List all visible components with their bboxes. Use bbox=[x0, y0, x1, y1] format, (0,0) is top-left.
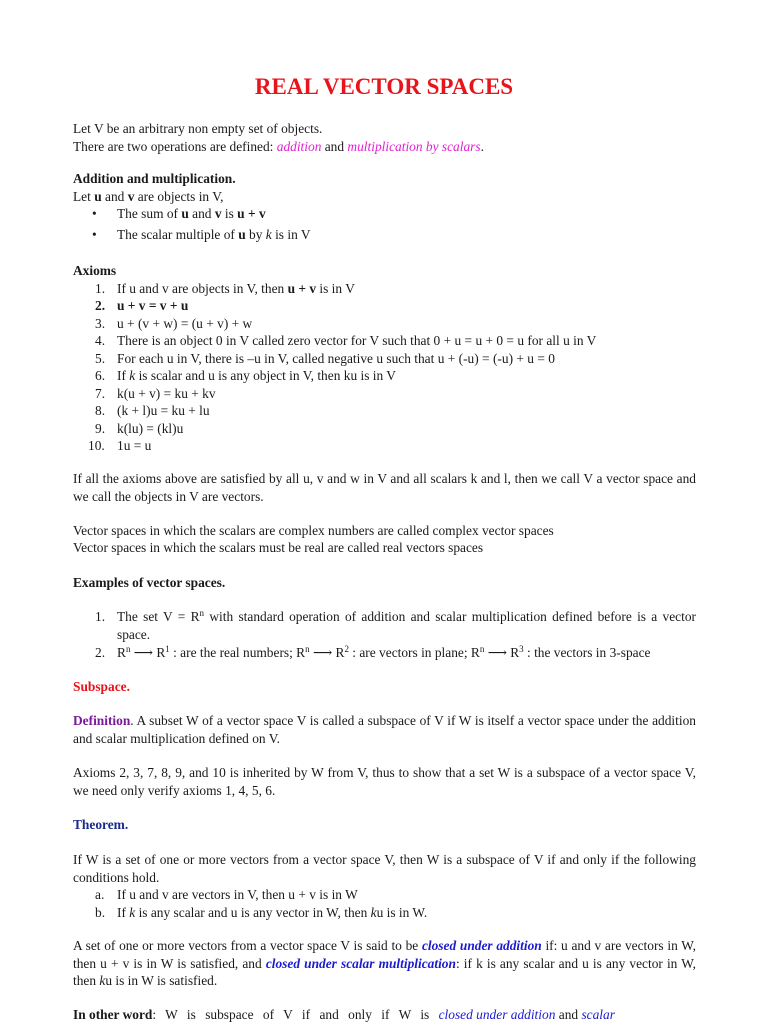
operations-list bbox=[73, 205, 696, 243]
a6-k: k bbox=[129, 368, 136, 383]
a10-text: 1u = u bbox=[117, 438, 152, 453]
subspace-heading: Subspace. bbox=[73, 679, 130, 694]
summary-paragraph: If all the axioms above are satisfied by all u, v and w in V and all scalars k and l, then we call V a vector space and we call the objects in V are vectors. bbox=[73, 471, 696, 504]
multiplication-term: multiplication by scalars bbox=[347, 138, 481, 154]
e2-sup: 3 bbox=[519, 644, 524, 654]
a6-pre: If bbox=[117, 368, 130, 383]
axiom-item: 7. k(u + v) = ku + kv bbox=[95, 385, 216, 401]
definition-text: . A subset W of a vector space V is called a subspace of V if W is itself a vector space under the addition and scalar multiplication defined on V. bbox=[73, 713, 696, 746]
e1-sup: n bbox=[199, 608, 205, 618]
b2-k: k bbox=[265, 226, 272, 242]
page-title: REAL VECTOR SPACES bbox=[254, 74, 514, 99]
axiom-item: 9. k(lu) = (kl)u bbox=[95, 420, 184, 436]
condition-label: a. bbox=[95, 887, 105, 902]
e2-sup: n bbox=[305, 644, 310, 654]
b-post: u is in W. bbox=[376, 904, 428, 920]
condition-item bbox=[73, 886, 696, 904]
inherited-axioms-paragraph: Axioms 2, 3, 7, 8, 9, and 10 is inherited by W from V, thus to show that a set W is a subspace of a vector space V, we need only verify axioms 1, 4, 5, 6. bbox=[73, 765, 696, 798]
e2-sup: 2 bbox=[344, 644, 349, 654]
axiom-item: 4. There is an object 0 in V called zero vector for V such that 0 + u = u + 0 = u for all u in V bbox=[95, 333, 597, 348]
axiom-item: 8. (k + l)u = ku + lu bbox=[95, 403, 210, 418]
axiom-item: 6. If k is scalar and u is any object in V, then ku is in V bbox=[95, 368, 396, 383]
let-text: Let bbox=[73, 188, 95, 204]
examples-heading: Examples of vector spaces. bbox=[73, 575, 226, 590]
intro-text: There are two operations are defined: bbox=[73, 138, 277, 154]
and-text: and bbox=[101, 188, 128, 204]
b2-u: u bbox=[238, 226, 246, 242]
closed-under-addition-term: closed under addition bbox=[421, 938, 542, 953]
closed-under-addition-term: closed under addition bbox=[438, 1007, 556, 1022]
b1-result: u + v bbox=[237, 206, 266, 221]
e2-text: : are the real numbers; R bbox=[169, 645, 306, 660]
a7-text: k(u + v) = ku + kv bbox=[117, 385, 216, 401]
theorem-text: If W is a set of one or more vectors from a vector space V, then W is a subspace of V if and only if the following conditions hold. bbox=[73, 852, 696, 885]
e2-sup: n bbox=[125, 644, 131, 654]
axiom-item: 1. If u and v are objects in V, then u + v is in V bbox=[95, 280, 355, 296]
closed-post: u is in W is satisfied. bbox=[105, 973, 218, 988]
intro-and: and bbox=[321, 138, 348, 154]
condition-label: b. bbox=[95, 904, 106, 920]
axiom-item: 3. u + (v + w) = (u + v) + w bbox=[95, 315, 253, 331]
a2-text: u + v = v + u bbox=[117, 298, 189, 313]
b2-post: is in V bbox=[271, 226, 311, 242]
example-item: 2. $R^n$ ⟶ $R^1$ : are the real numbers; $R^n$ ⟶ $R^2$ : are vectors in plane; $R^n$ ⟶ $R^3$ : the vectors in 3-space bbox=[95, 644, 651, 660]
a9-text: k(lu) = (kl)u bbox=[117, 420, 184, 436]
a5-text: For each u in V, there is –u in V, called negative u such that u + (-u) = (-u) + u = 0 bbox=[117, 350, 555, 366]
u-bold: u bbox=[94, 188, 102, 204]
a8-text: (k + l)u = ku + lu bbox=[117, 403, 210, 418]
let-post: are objects in V, bbox=[134, 188, 224, 204]
complex-line: Vector spaces in which the scalars are complex numbers are called complex vector spaces bbox=[73, 523, 554, 538]
a1-bold: u + v bbox=[287, 280, 317, 296]
closed-paragraph bbox=[73, 937, 696, 990]
b-pre: If bbox=[117, 904, 130, 920]
b1-is: is bbox=[221, 206, 238, 221]
other-word-text: : W is subspace of V if and only if W is bbox=[152, 1007, 439, 1022]
axiom-item: 5. For each u in V, there is –u in V, called negative u such that u + (-u) = (-u) + u = 0 bbox=[95, 350, 555, 366]
theorem-heading: Theorem. bbox=[73, 817, 129, 832]
example-item: 1. The set $V = R^n$ with standard operation of addition and scalar multiplication defined before is a vector space. bbox=[95, 608, 696, 642]
axioms-section bbox=[73, 262, 696, 455]
b-k: k bbox=[129, 904, 136, 920]
a3-text: u + (v + w) = (u + v) + w bbox=[117, 315, 253, 331]
e2-r: R bbox=[117, 645, 126, 660]
list-item: • The scalar multiple of u by k is in V bbox=[92, 226, 311, 242]
intro-period: . bbox=[480, 138, 484, 154]
a1-pre: If u and v are objects in V, then bbox=[117, 280, 288, 296]
definition-label: Definition bbox=[73, 713, 131, 728]
e2-sup: n bbox=[479, 644, 485, 654]
axioms-heading: Axioms bbox=[73, 263, 117, 278]
b2-pre: The scalar multiple of bbox=[117, 226, 239, 242]
other-word-label: In other word bbox=[73, 1007, 153, 1022]
b1-pre: The sum of bbox=[117, 206, 182, 221]
theorem-section bbox=[73, 851, 696, 921]
examples-list bbox=[73, 608, 696, 662]
a1-post: is in V bbox=[316, 280, 355, 296]
e1-pre: The set V = R bbox=[117, 609, 200, 624]
axiom-item: 10. 1u = u bbox=[88, 438, 152, 453]
v-bold: v bbox=[127, 188, 135, 204]
scalar-term: scalar bbox=[581, 1007, 615, 1022]
b2-by: by bbox=[245, 226, 266, 242]
arrow-icon: ⟶ R bbox=[309, 645, 345, 660]
axiom-item: 2. u + v = v + u bbox=[95, 298, 189, 313]
e2-text: : the vectors in 3-space bbox=[523, 645, 651, 660]
intro-paragraph bbox=[73, 120, 696, 155]
addition-section bbox=[73, 170, 696, 243]
axioms-list bbox=[73, 280, 696, 455]
list-item: • The sum of u and v is u + v bbox=[92, 206, 266, 221]
e2-sup: 1 bbox=[165, 644, 170, 654]
arrow-icon: ⟶ R bbox=[130, 645, 166, 660]
e1-post: with standard operation of addition and scalar multiplication defined before is a vector space. bbox=[117, 609, 696, 642]
b-mid: is any scalar and u is any vector in W, then bbox=[135, 904, 371, 920]
definition-paragraph bbox=[73, 712, 696, 747]
closed-mid1: if: u and v are vectors in W, then u + v is in W is satisfied, and bbox=[73, 938, 697, 971]
condition-item bbox=[73, 904, 696, 922]
let-line bbox=[73, 188, 696, 206]
addition-term: addition bbox=[276, 138, 322, 154]
closed-under-scalar-term: closed under scalar multiplication bbox=[265, 955, 456, 971]
other-word-line bbox=[73, 1006, 696, 1024]
e2-text: : are vectors in plane; R bbox=[348, 645, 480, 660]
closed-mid2: : if k is any scalar and u is any vector in W, then bbox=[73, 955, 697, 988]
real-line: Vector spaces in which the scalars must be real are called real vectors spaces bbox=[73, 540, 484, 555]
closed-pre: A set of one or more vectors from a vector space V is said to be bbox=[73, 938, 422, 953]
b1-v: v bbox=[214, 206, 222, 221]
condition-a-text: If u and v are vectors in V, then u + v is in W bbox=[117, 887, 358, 902]
closed-k: k bbox=[99, 973, 106, 988]
b1-and: and bbox=[188, 206, 215, 221]
intro-line-1: Let V be an arbitrary non empty set of objects. bbox=[73, 121, 323, 136]
a6-post: is scalar and u is any object in V, then ku is in V bbox=[135, 368, 396, 383]
other-and: and bbox=[555, 1007, 582, 1022]
arrow-icon: ⟶ R bbox=[484, 645, 520, 660]
a4-text: There is an object 0 in V called zero vector for V such that 0 + u = u + 0 = u for all u in V bbox=[117, 333, 597, 348]
b1-u: u bbox=[181, 206, 189, 221]
addition-heading: Addition and multiplication. bbox=[73, 171, 236, 186]
intro-line-2 bbox=[73, 138, 696, 156]
b-k2: k bbox=[370, 904, 377, 920]
